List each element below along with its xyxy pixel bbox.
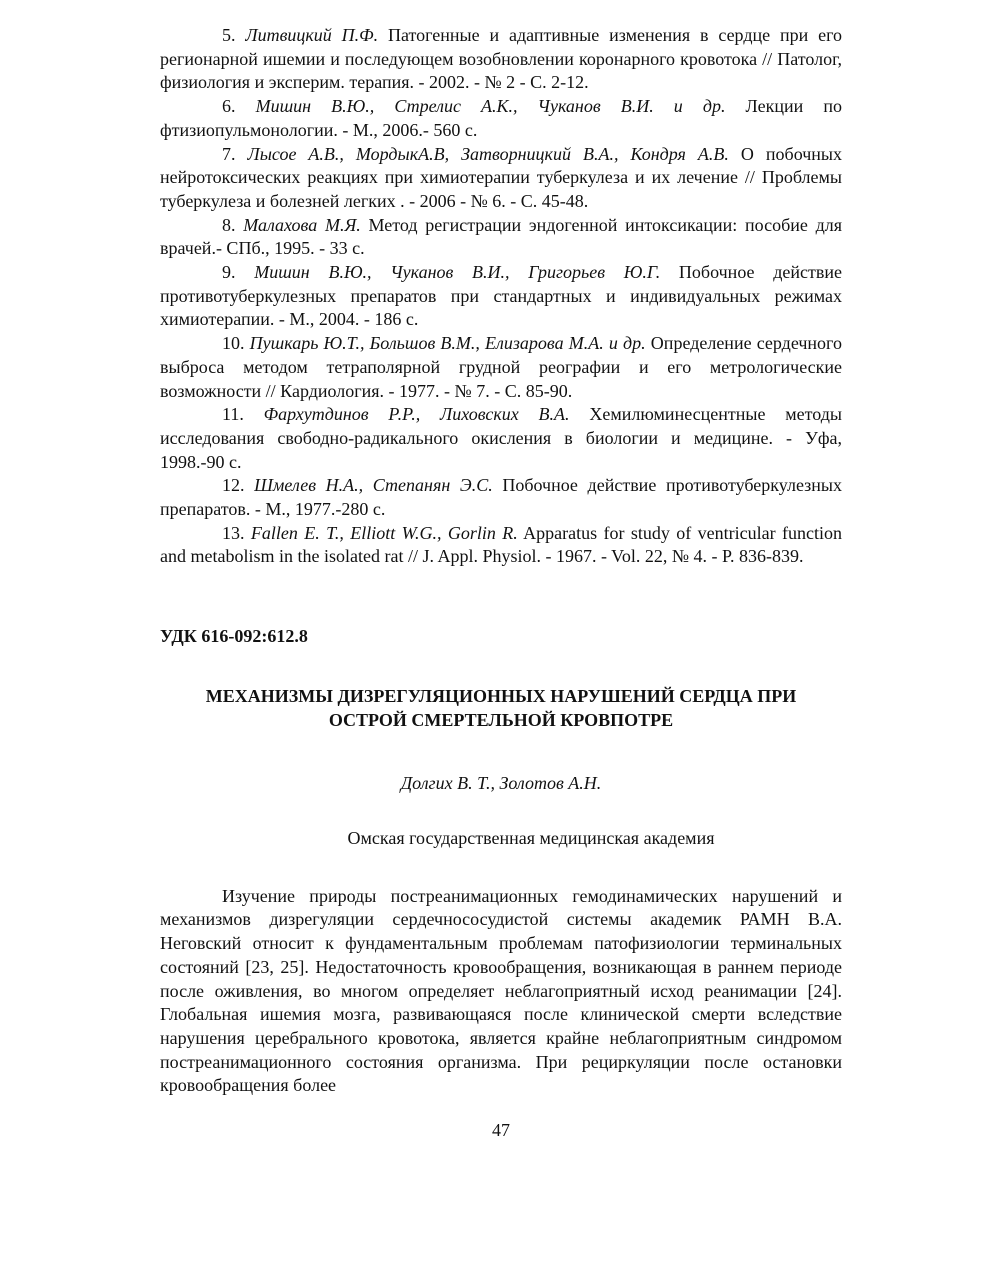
reference-item: 13. Fallen E. T., Elliott W.G., Gorlin R. Apparatus for study of ventricular function and metabolism in the isolated rat // J. Appl. Physiol. - 1967. - Vol. 22, № 4. - P. 836-839.	[160, 522, 842, 567]
reference-authors: Литвицкий П.Ф.	[245, 25, 379, 45]
article-authors: Долгих В. Т., Золотов А.Н.	[400, 773, 602, 794]
reference-item: 9. Мишин В.Ю., Чуканов В.И., Григорьев Ю.Г. Побочное действие противотуберкулезных препаратов при стандартных и индивидуальных режимах химиотерапии. - М., 2004. - 186 с.	[160, 262, 842, 330]
article-title-line: МЕХАНИЗМЫ ДИЗРЕГУЛЯЦИОННЫХ НАРУШЕНИЙ СЕРДЦА ПРИ	[205, 685, 797, 706]
reference-item: 11. Фархутдинов Р.Р., Лиховских В.А. Хемилюминесцентные методы исследования свободно-радикального окисления в биологии и медицине. - Уфа, 1998.-90 с.	[160, 404, 842, 472]
reference-authors: Fallen E. T., Elliott W.G., Gorlin R.	[250, 522, 518, 543]
article-title	[160, 685, 842, 732]
reference-authors: Шмелев Н.А., Степанян Э.С.	[254, 475, 493, 496]
reference-authors: Фархутдинов Р.Р., Лиховских В.А.	[263, 404, 570, 425]
reference-authors: Мишин В.Ю., Чуканов В.И., Григорьев Ю.Г.	[254, 262, 661, 283]
reference-item: 12. Шмелев Н.А., Степанян Э.С. Побочное действие противотуберкулезных препаратов. - М., 1977.-280 с.	[160, 475, 843, 520]
reference-item: 7. Лысое А.В., МордыкА.В, Затворницкий В.А., Кондря А.В. О побочных нейротоксических реакциях при химиотерапии туберкулеза и их лечение // Проблемы туберкулеза и болезней легких . - 2006 - № 6. - С. 45-48.	[160, 143, 843, 211]
reference-authors: Малахова М.Я.	[243, 214, 361, 235]
reference-authors: Лысое А.В., МордыкА.В, Затворницкий В.А., Кондря А.В.	[247, 143, 729, 164]
reference-item: 8. Малахова М.Я. Метод регистрации эндогенной интоксикации: пособие для врачей.- СПб., 1995. - 33 с.	[160, 214, 842, 259]
body-paragraph: Изучение природы постреанимационных гемодинамических нарушений и механизмов дизрегуляции сердечнососудистой системы академик РАМН В.А. Неговский относит к фундаментальным проблемам патофизиологии терминальных состояний [23, 25]. Недостаточность кровообращения, возникающая в раннем периоде после оживления, во многом определяет неблагоприятный исход реанимации [24]. Глобальная ишемия мозга, развивающаяся после клинической смерти вследствие нарушения церебрального кровотока, является крайне неблагоприятным синдромом постреанимационного состояния организма. При рециркуляции после остановки кровообращения более	[160, 885, 842, 1096]
reference-authors: Пушкарь Ю.Т., Большов В.М., Елизарова М.А. и др.	[249, 333, 646, 354]
page-number: 47	[492, 1120, 510, 1141]
article-title-line: ОСТРОЙ СМЕРТЕЛЬНОЙ КРОВПОТРЕ	[328, 709, 674, 730]
reference-item: 6. Мишин В.Ю., Стрелис А.К., Чуканов В.И. и др. Лекции по фтизиопульмонологии. - М., 2006.- 560 с.	[160, 96, 842, 140]
reference-authors: Мишин В.Ю., Стрелис А.К., Чуканов В.И. и др.	[255, 96, 726, 117]
affiliation: Омская государственная медицинская академия	[347, 827, 715, 848]
reference-item: 5. Литвицкий П.Ф. Патогенные и адаптивные изменения в сердце при его регионарной ишемии и последующем возобновлении коронарного кровотока // Патолог, физиология и эксперим. терапия. - 2002. - № 2 - С. 2-12.	[160, 25, 843, 93]
reference-item: 10. Пушкарь Ю.Т., Большов В.М., Елизарова М.А. и др. Определение сердечного выброса методом тетраполярной грудной реографии и его метрологические возможности // Кардиология. - 1977. - № 7. - С. 85-90.	[160, 333, 842, 401]
reference-list	[160, 24, 842, 569]
document-page	[160, 24, 842, 1143]
udk-code: УДК 616-092:612.8	[160, 626, 308, 647]
